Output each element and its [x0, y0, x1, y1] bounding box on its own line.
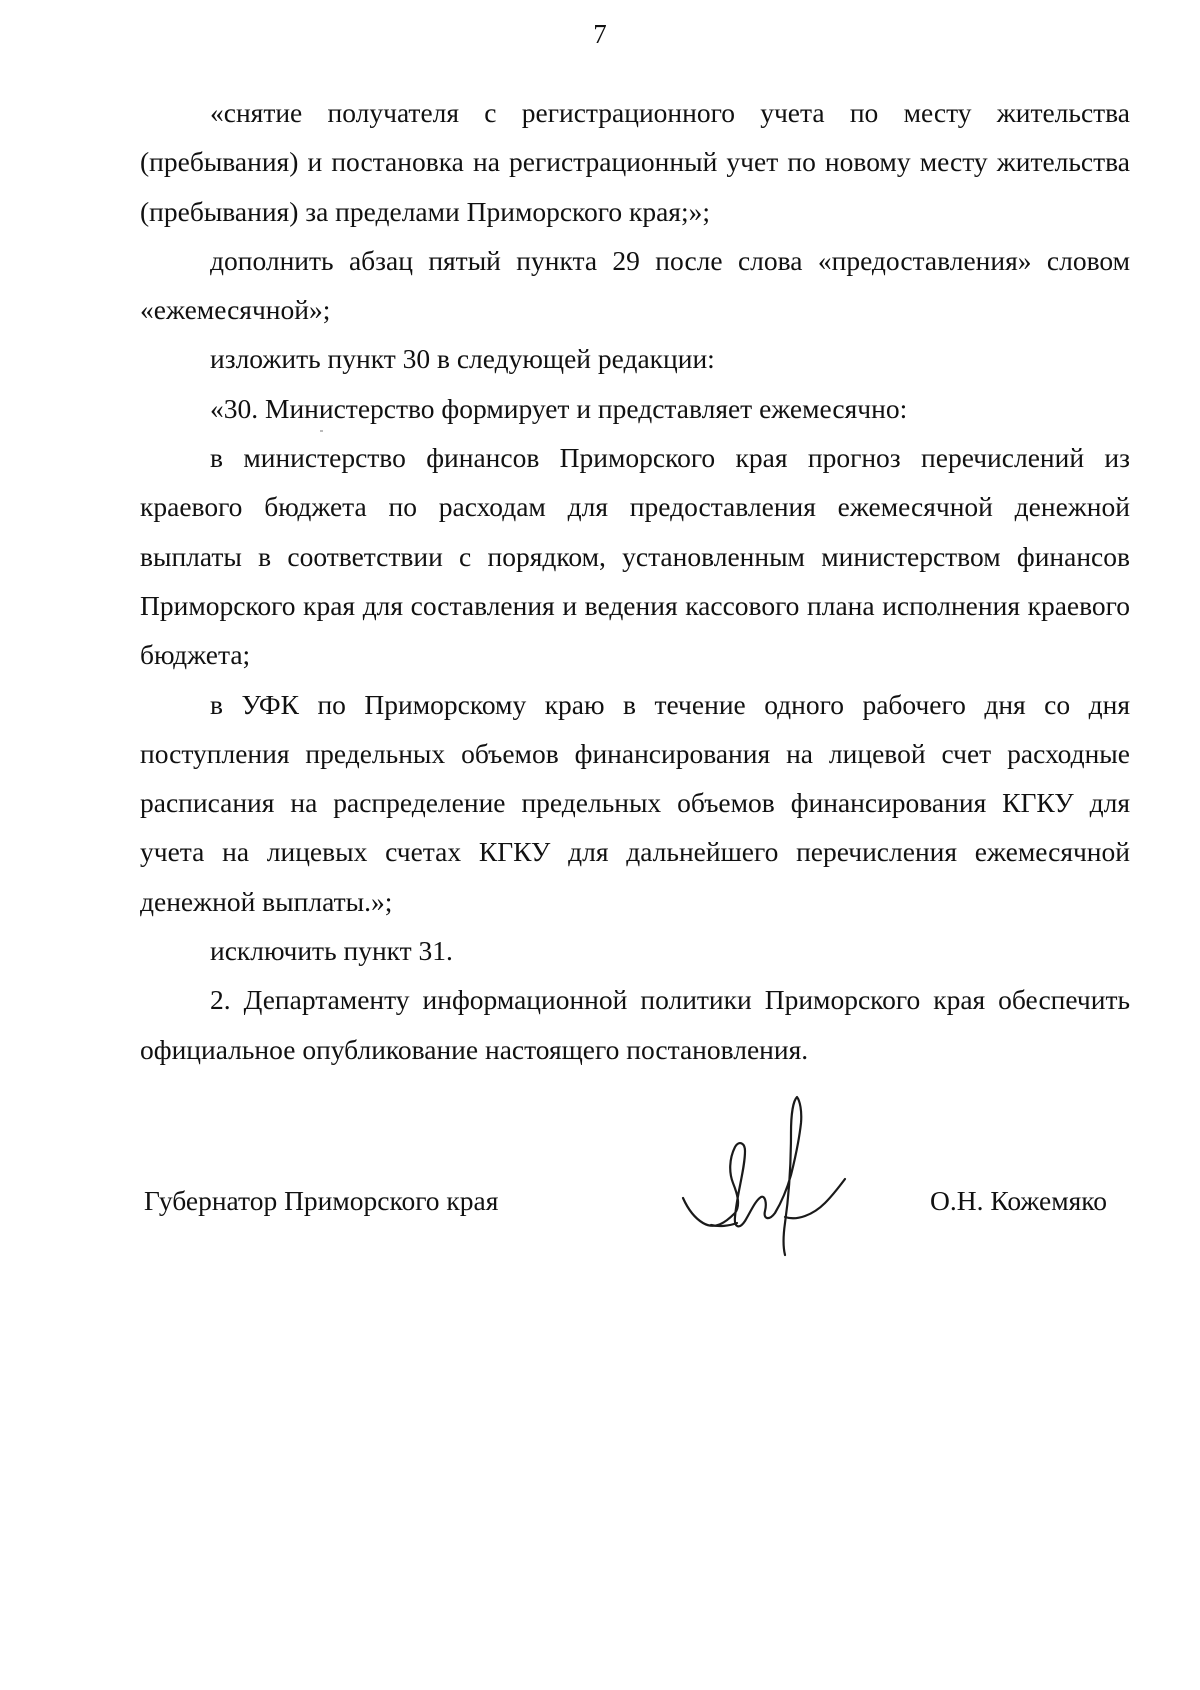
paragraph-5: в министерство финансов Приморского края прогноз перечислений из краевого бюджета по расходам для предоставления ежемесячной денежной выплаты в соответствии с порядком, установленным министерством финансов Приморского края для составления и ведения кассового плана исполнения краевого бюджета;	[140, 442, 1130, 671]
signatory-title: Губернатор Приморского края	[144, 1185, 499, 1216]
page-number: 7	[593, 19, 607, 49]
paragraph-8: 2. Департаменту информационной политики Приморского края обеспечить официальное опубликование настоящего постановления.	[140, 984, 1130, 1065]
paragraph-2: дополнить абзац пятый пункта 29 после слова «предоставления» словом «ежемесячной»;	[140, 244, 1130, 326]
document-body	[140, 88, 1130, 1074]
signatory-name: О.Н. Кожемяко	[930, 1185, 1107, 1216]
paragraph-4: «30. Министерство формирует и представляет ежемесячно:	[210, 392, 908, 424]
scan-speck	[320, 430, 323, 432]
paragraph-3: изложить пункт 30 в следующей редакции:	[210, 343, 715, 375]
handwritten-signature	[675, 1085, 855, 1265]
paragraph-7: исключить пункт 31.	[210, 935, 453, 967]
paragraph-1: «снятие получателя с регистрационного учета по месту жительства (пребывания) и постановка на регистрационный учет по новому месту жительства (пребывания) за пределами Приморского края;»;	[140, 97, 1130, 227]
paragraph-6: в УФК по Приморскому краю в течение одного рабочего дня со дня поступления предельных объемов финансирования на лицевой счет расходные расписания на распределение предельных объемов финансирования КГКУ для учета на лицевых счетах КГКУ для дальнейшего перечисления ежемесячной денежной выплаты.»;	[140, 688, 1130, 917]
